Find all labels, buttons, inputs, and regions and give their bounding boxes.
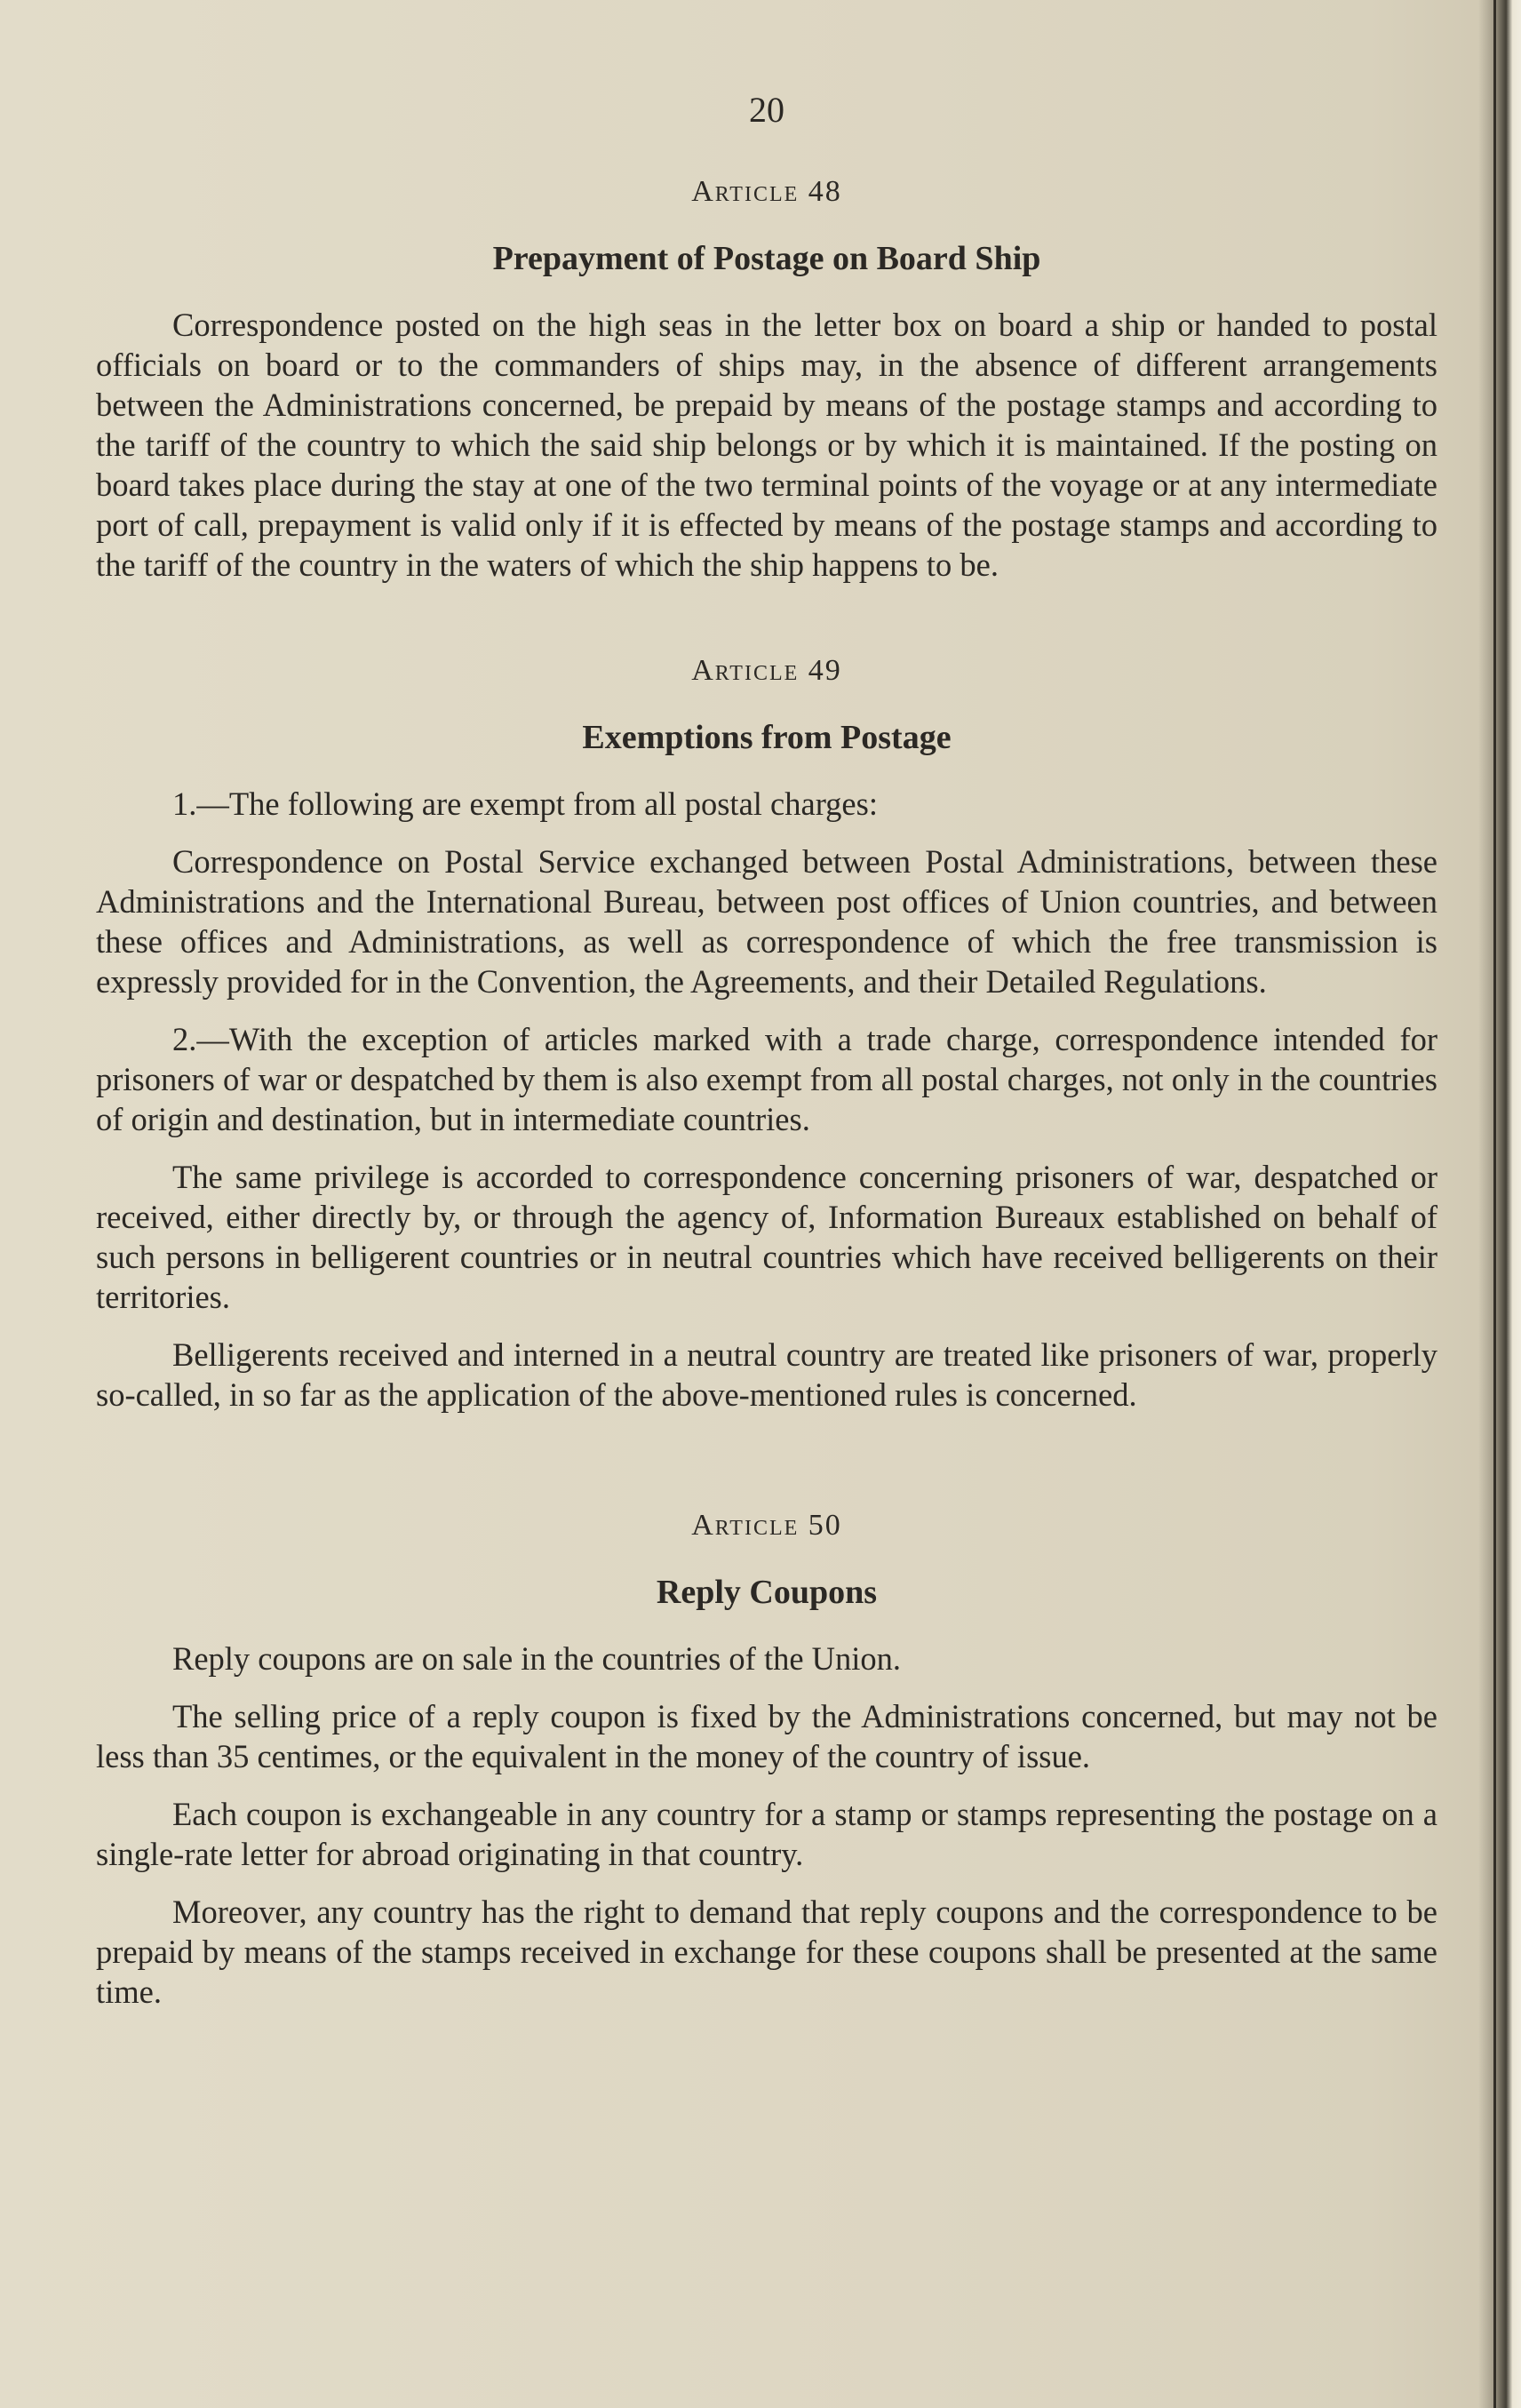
- article-label: Article 49: [691, 654, 842, 687]
- article-50: [96, 1509, 1437, 2012]
- paragraph: The same privilege is accorded to correspondence concerning prisoners of war, despatched or received, either directly by, or through the agency of, Information Bureaux established on behalf of such persons in belligerent countries or in neutral countries which have received belligerents on their territories.: [96, 1159, 1437, 1315]
- article-title: Prepayment of Postage on Board Ship: [492, 240, 1041, 277]
- page-number: 20: [749, 90, 784, 130]
- paragraph: 2.—With the exception of articles marked with a trade charge, correspondence intended for prisoners of war or despatched by them is also exempt from all postal charges, not only in the countries of origin and destination, but in intermediate countries.: [96, 1021, 1437, 1137]
- page-edge-shadow: [1478, 0, 1521, 2408]
- article-title: Exemptions from Postage: [582, 719, 952, 756]
- article-spacer: [96, 602, 1437, 654]
- paragraph: Belligerents received and interned in a neutral country are treated like prisoners of war, properly so-called, in so far as the application of the above-mentioned rules is concerned.: [96, 1336, 1437, 1413]
- paragraph: 1.—The following are exempt from all postal charges:: [172, 785, 878, 822]
- article-49: [96, 654, 1437, 1415]
- paragraph: The selling price of a reply coupon is fixed by the Administrations concerned, but may not be less than 35 centimes, or the equivalent in the money of the country of issue.: [96, 1698, 1437, 1774]
- article-label: Article 48: [691, 175, 842, 208]
- article-label: Article 50: [691, 1509, 842, 1542]
- paragraph: Reply coupons are on sale in the countries of the Union.: [172, 1640, 902, 1677]
- paragraph: Moreover, any country has the right to demand that reply coupons and the correspondence to be prepaid by means of the stamps received in exchange for these coupons shall be presented at the same time.: [96, 1894, 1437, 2010]
- paragraph: Each coupon is exchangeable in any country for a stamp or stamps representing the postage on a single-rate letter for abroad originating in that country.: [96, 1796, 1437, 1872]
- paragraph: Correspondence on Postal Service exchanged between Postal Administrations, between these Administrations and the International Bureau, between post offices of Union countries, and between these offices and Administrations, as well as correspondence of which the free transmission is expressly provided for in the Convention, the Agreements, and their Detailed Regulations.: [96, 843, 1437, 1000]
- article-48: [96, 175, 1437, 585]
- book-spine-edge: [1493, 0, 1496, 2408]
- article-spacer: [96, 1432, 1437, 1509]
- article-title: Reply Coupons: [656, 1574, 878, 1611]
- page-content: [96, 89, 1437, 2029]
- paragraph: Correspondence posted on the high seas in the letter box on board a ship or handed to postal officials on board or to the commanders of ships may, in the absence of different arrangements between the Administrations concerned, be prepaid by means of the postage stamps and according to the tariff of the country to which the said ship belongs or by which it is maintained. If the posting on board takes place during the stay at one of the two terminal points of the voyage or at any intermediate port of call, prepayment is valid only if it is effected by means of the postage stamps and according to the tariff of the country in the waters of which the ship happens to be.: [96, 307, 1437, 583]
